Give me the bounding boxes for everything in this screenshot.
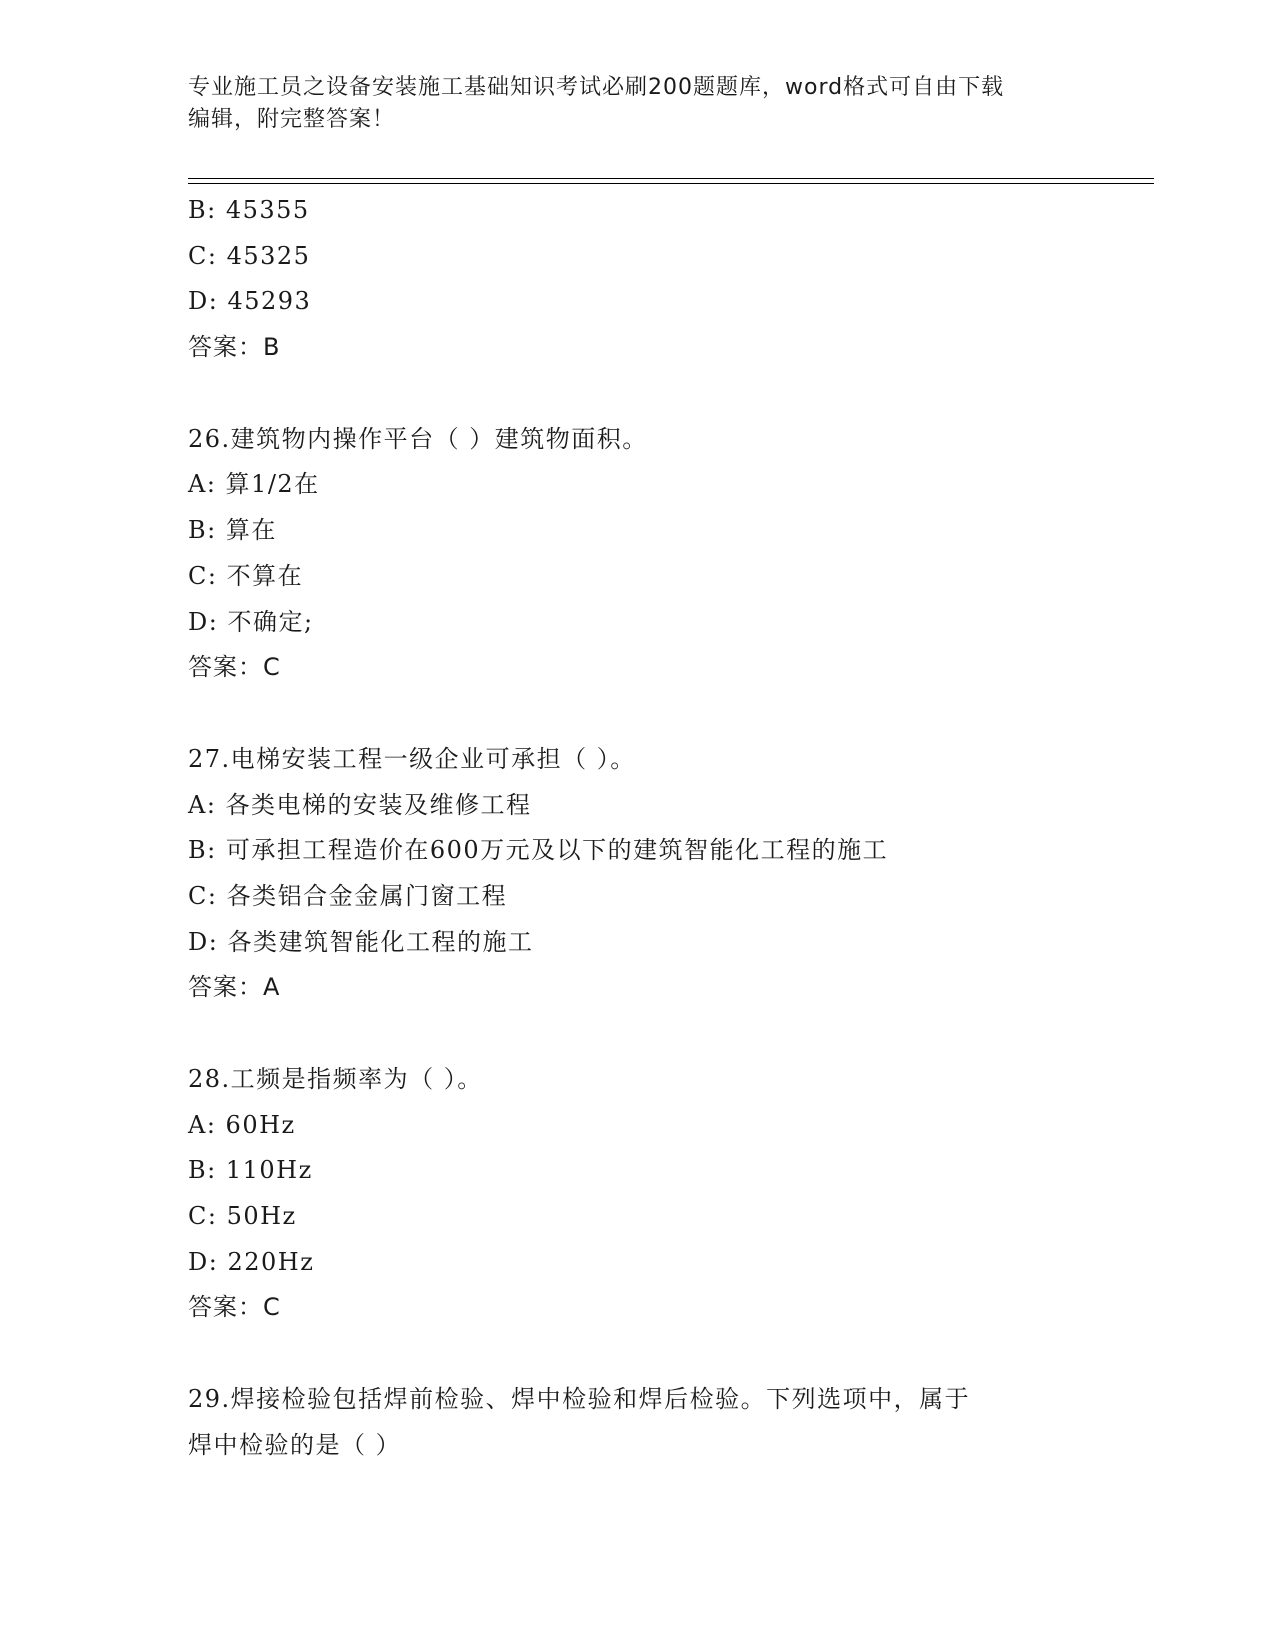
question-stem: 26.建筑物内操作平台（ ）建筑物面积。 xyxy=(188,424,648,453)
option-d: D: 220Hz xyxy=(188,1247,315,1276)
option-c: C: 各类铝合金金属门窗工程 xyxy=(188,881,508,910)
answer-text: 答案：C xyxy=(188,653,281,682)
option-c: C: 不算在 xyxy=(188,561,304,590)
question-25 xyxy=(188,188,1088,371)
spacer xyxy=(188,691,1088,737)
question-29 xyxy=(188,1377,1088,1468)
option-c: C: 50Hz xyxy=(188,1202,297,1231)
option-b: B: 110Hz xyxy=(188,1156,313,1185)
option-a: A: 算1/2在 xyxy=(188,470,320,499)
answer-text: 答案：B xyxy=(188,333,281,362)
question-stem: 27.电梯安装工程一级企业可承担（ ）。 xyxy=(188,744,636,773)
option-b: B: 可承担工程造价在600万元及以下的建筑智能化工程的施工 xyxy=(188,836,889,865)
header-line-1: 专业施工员之设备安装施工基础知识考试必刷200题题库，word格式可自由下载 xyxy=(188,75,1005,100)
question-list xyxy=(188,188,1088,1469)
question-stem-line-2: 焊中检验的是（ ） xyxy=(188,1430,402,1459)
option-b: B: 45355 xyxy=(188,196,310,224)
option-a: A: 60Hz xyxy=(188,1110,296,1139)
header-divider-bottom xyxy=(188,183,1154,184)
answer-text: 答案：C xyxy=(188,1293,281,1322)
header-divider-top xyxy=(188,178,1154,179)
option-a: A: 各类电梯的安装及维修工程 xyxy=(188,790,532,819)
option-d: D: 45293 xyxy=(188,287,312,316)
question-28 xyxy=(188,1057,1088,1331)
question-26 xyxy=(188,417,1088,691)
spacer xyxy=(188,371,1088,417)
option-b: B: 算在 xyxy=(188,516,277,545)
spacer xyxy=(188,1011,1088,1057)
question-27 xyxy=(188,737,1088,1011)
option-d: D: 各类建筑智能化工程的施工 xyxy=(188,927,534,956)
header-line-2: 编辑，附完整答案！ xyxy=(188,107,396,132)
question-stem-line-1: 29.焊接检验包括焊前检验、焊中检验和焊后检验。下列选项中，属于 xyxy=(188,1385,971,1414)
document-header xyxy=(188,72,1068,136)
question-stem: 28.工频是指频率为（ ）。 xyxy=(188,1065,483,1093)
spacer xyxy=(188,1331,1088,1377)
option-c: C: 45325 xyxy=(188,241,311,270)
option-d: D: 不确定; xyxy=(188,607,314,636)
answer-text: 答案：A xyxy=(188,973,281,1002)
